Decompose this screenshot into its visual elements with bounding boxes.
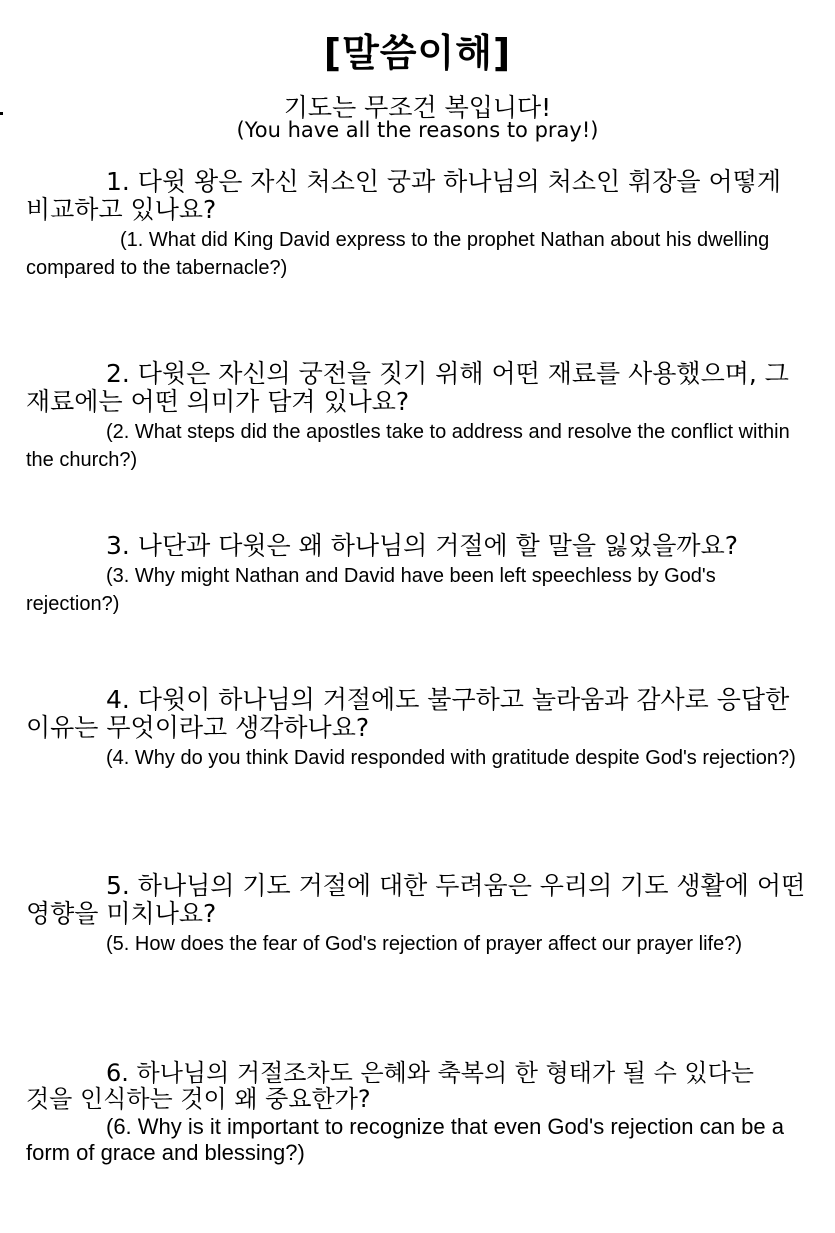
- question-korean: 2. 다윗은 자신의 궁전을 짓기 위해 어떤 재료를 사용했으며, 그 재료에는 어떤 의미가 담겨 있나요?: [26, 359, 789, 416]
- margin-mark: [0, 112, 3, 115]
- question-5: [26, 872, 806, 958]
- question-english: (4. Why do you think David responded with gratitude despite God's rejection?): [106, 747, 796, 769]
- question-korean: 6. 하나님의 거절조차도 은혜와 축복의 한 형태가 될 수 있다는 것을 인식하는 것이 왜 중요한가?: [26, 1059, 754, 1113]
- subtitle-english: (You have all the reasons to pray!): [236, 118, 599, 142]
- question-english: (6. Why is it important to recognize that even God's rejection can be a form of grace and blessing?): [26, 1114, 784, 1165]
- question-2: [26, 360, 806, 474]
- question-3: [26, 532, 806, 618]
- question-english: (5. How does the fear of God's rejection of prayer affect our prayer life?): [106, 933, 742, 955]
- question-korean: 4. 다윗이 하나님의 거절에도 불구하고 놀라움과 감사로 응답한 이유는 무엇이라고 생각하나요?: [26, 685, 790, 742]
- question-6: [26, 1060, 806, 1166]
- question-1: [26, 168, 806, 282]
- question-korean: 3. 나단과 다윗은 왜 하나님의 거절에 할 말을 잃었을까요?: [106, 531, 738, 560]
- question-english: (2. What steps did the apostles take to address and resolve the conflict within the church?): [26, 421, 790, 471]
- page-title: [말씀이해]: [323, 31, 512, 75]
- question-english: (1. What did King David express to the prophet Nathan about his dwelling compared to the tabernacle?): [26, 229, 770, 279]
- question-english: (3. Why might Nathan and David have been left speechless by God's rejection?): [26, 565, 716, 615]
- question-4: [26, 686, 806, 772]
- question-korean: 1. 다윗 왕은 자신 처소인 궁과 하나님의 처소인 휘장을 어떻게 비교하고 있나요?: [26, 167, 781, 224]
- question-korean: 5. 하나님의 기도 거절에 대한 두려움은 우리의 기도 생활에 어떤 영향을 미치나요?: [26, 871, 806, 928]
- subtitle-korean: 기도는 무조건 복입니다!: [283, 93, 552, 122]
